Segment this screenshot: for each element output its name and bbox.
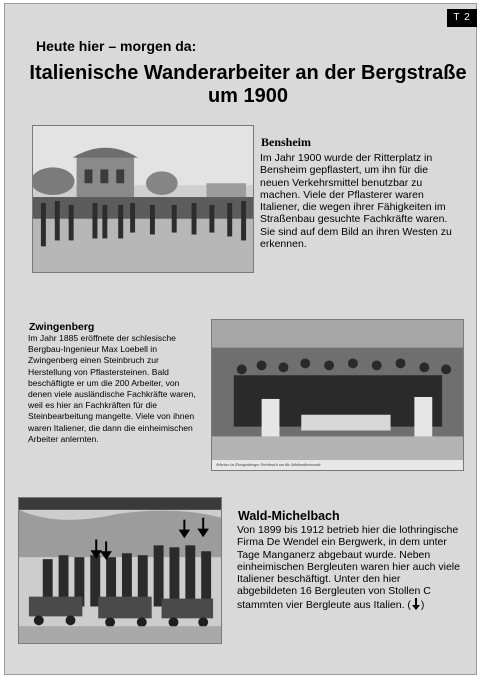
title-line-2: um 1900: [207, 85, 289, 107]
bensheim-photo: [32, 125, 254, 273]
page-title: [25, 62, 471, 108]
title-line-1: Italienische Wanderarbeiter an der Bergstraße: [29, 62, 467, 84]
zwingenberg-photo-caption: Arbeiter im Zwingenberger Steinbruch um die Jahrhundertwende: [216, 462, 321, 467]
wald-michelbach-heading: Wald-Michelbach: [238, 509, 340, 523]
page-kicker: Heute hier – morgen da:: [36, 38, 197, 54]
wald-michelbach-photo: [18, 497, 222, 644]
down-arrow-icon: [411, 598, 421, 610]
zwingenberg-photo: [211, 319, 464, 471]
wald-michelbach-text-main: Von 1899 bis 1912 betrieb hier die lothringische Firma De Wendel ein Bergwerk, in dem unter Tage Manganerz abgebaut wurde. Neben einheimischen Bergleuten waren hier auch viele Italiener beschäftigt. Unter den hier abgebildeten 16 Bergleuten von Stollen C stammten vier Bergleute aus Italien. (: [237, 524, 460, 611]
zwingenberg-text: Im Jahr 1885 eröffnete der schlesische Bergbau-Ingenieur Max Loebell in Zwingenberg einen Steinbruch zur Herstellung von Pflastersteinen. Bald beschäftigte er um die 200 Arbeiter, von denen viele ausländische Fachkräfte waren, weil es hier an Fachkräften für die Steinbearbeitung mangelte. Viele von ihnen waren Italiener, die dann die einheimischen Arbeiter anlernten.: [28, 333, 196, 444]
sheet-number-badge: T 2: [447, 9, 477, 27]
worksheet-page: [4, 3, 477, 675]
bensheim-heading: Bensheim: [261, 135, 312, 149]
bensheim-text: Im Jahr 1900 wurde der Ritterplatz in Bensheim gepflastert, um ihn für die neuen Verkehrsmittel benutzbar zu machen. Viele der Pflasterer waren Italiener, die wegen ihrer Fähigkeiten im Straßenbau gesuchte Fachkräfte waren. Sie sind auf dem Bild an ihren Westen zu erkennen.: [260, 152, 452, 251]
wald-michelbach-text: [237, 524, 462, 611]
zwingenberg-heading: Zwingenberg: [29, 321, 95, 333]
wald-michelbach-text-end: ): [420, 598, 425, 611]
